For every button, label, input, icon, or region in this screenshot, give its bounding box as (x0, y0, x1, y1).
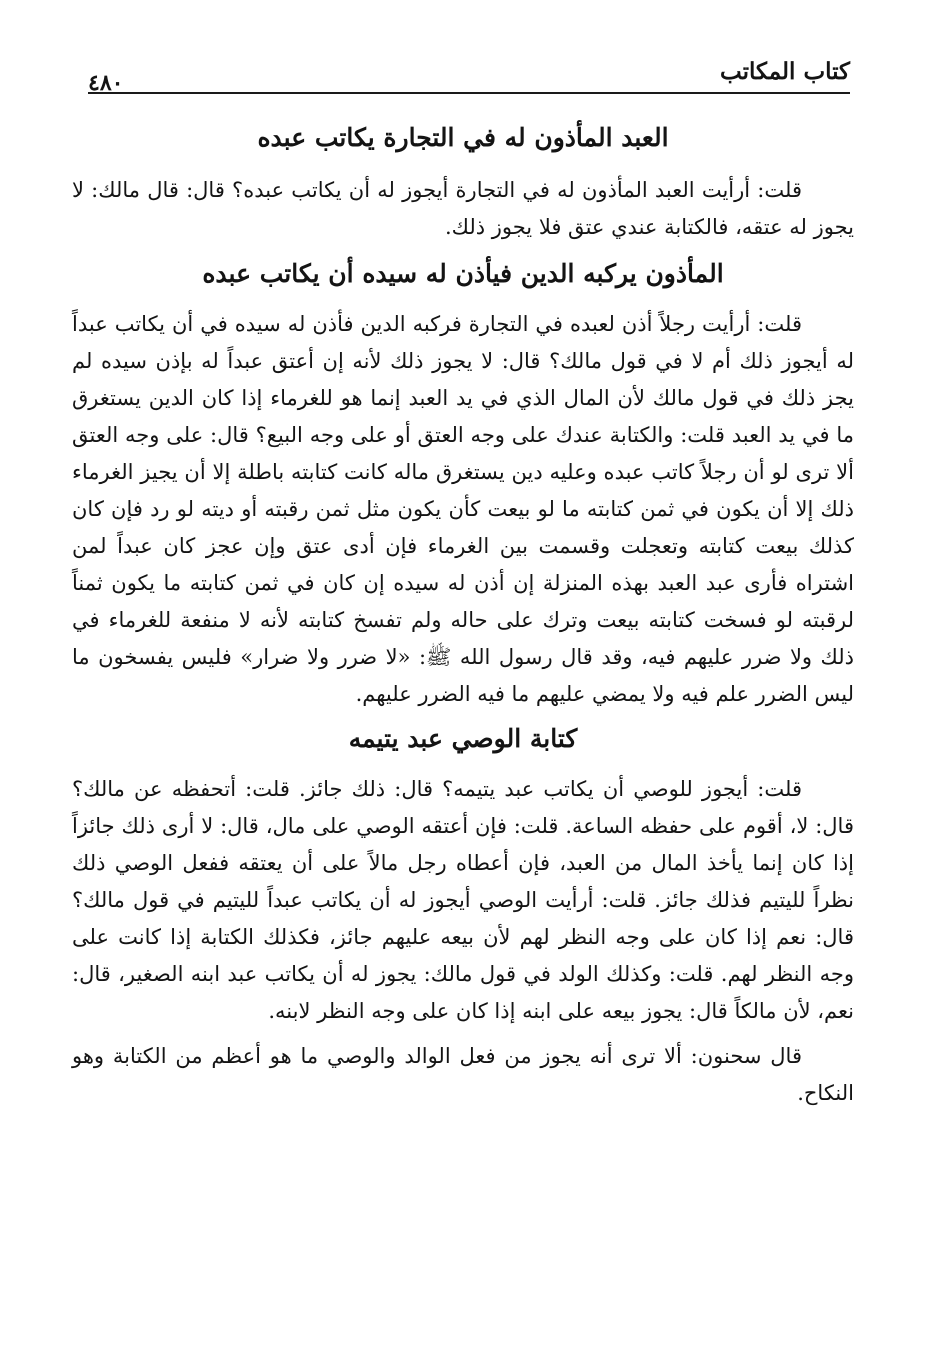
paragraph-gap (72, 1030, 854, 1038)
page-number: ٤٨٠ (88, 70, 124, 96)
page-content (72, 120, 854, 1112)
paragraph: قلت: أيجوز للوصي أن يكاتب عبد يتيمه؟ قال: ذلك جائز. قلت: أتحفظه عن مالك؟ قال: لا، أقوم على حفظه الساعة. قلت: فإن أعتقه الوصي على مال، قال: لا أرى ذلك جائزاً إذا كان إنما يأخذ المال من العبد، فإن أعطاه رجل مالاً على أن يعتقه ففعل الوصي ذلك نظراً لليتيم فذلك جائز. قلت: أرأيت الوصي أيجوز له أن يكاتب عبداً لليتيم في قول مالك؟ قال: نعم إذا كان على وجه النظر لهم لأن بيعه عليهم جائز، فكذلك الكتابة إذا كانت على وجه النظر لهم. قلت: وكذلك الولد في قول مالك: يجوز له أن يكاتب عبد ابنه الصغير، قال: نعم، لأن مالكاً قال: يجوز بيعه على ابنه إذا كان على وجه النظر لابنه. (72, 777, 854, 1023)
book-title: كتاب المكاتب (720, 58, 850, 85)
paragraph: قال سحنون: ألا ترى أنه يجوز من فعل الوالد والوصي ما هو أعظم من الكتابة وهو النكاح. (72, 1044, 854, 1105)
paragraph: قلت: أرأيت العبد المأذون له في التجارة أيجوز له أن يكاتب عبده؟ قال: قال مالك: لا يجوز له عتقه، فالكتابة عندي عتق فلا يجوز ذلك. (72, 178, 854, 239)
running-header (88, 52, 850, 94)
section-heading: كتابة الوصي عبد يتيمه (348, 724, 578, 753)
section-heading: العبد المأذون له في التجارة يكاتب عبده (257, 123, 669, 152)
section-heading: المأذون يركبه الدين فيأذن له سيده أن يكاتب عبده (202, 259, 724, 288)
paragraph: قلت: أرأيت رجلاً أذن لعبده في التجارة فركبه الدين فأذن له سيده في أن يكاتب عبداً له أيجوز ذلك أم لا في قول مالك؟ قال: لا يجوز ذلك لأنه إن أعتق عبداً له بإذن سيده لم يجز ذلك في قول مالك لأن المال الذي في يد العبد إنما هو للغرماء إذا كان الدين يستغرق ما في يد العبد قلت: والكتابة عندك على وجه العتق أو على وجه البيع؟ قال: على وجه العتق ألا ترى لو أن رجلاً كاتب عبده وعليه دين يستغرق ماله كانت كتابته باطلة إلا أن يجيز الغرماء ذلك إلا أن يكون في ثمن كتابته ما لو بيعت كأن يكون مثل ثمن رقبته أو ديته لو رد فإن كان كذلك بيعت كتابته وتعجلت وقسمت بين الغرماء فإن أدى عتق وإن عجز كان عبداً لمن اشتراه فأرى عبد العبد بهذه المنزلة إن أذن له سيده إن كان في ثمن كتابته ما يكون ثمناً لرقبته لو فسخت كتابته بيعت وترك على حاله ولم تفسخ كتابته لأنه لا منفعة للغرماء في ذلك ولا ضرر عليهم فيه، وقد قال رسول الله ﷺ: «لا ضرر ولا ضرار» فليس يفسخون ما ليس الضرر علم فيه ولا يمضي عليهم ما فيه الضرر عليهم. (72, 312, 854, 706)
